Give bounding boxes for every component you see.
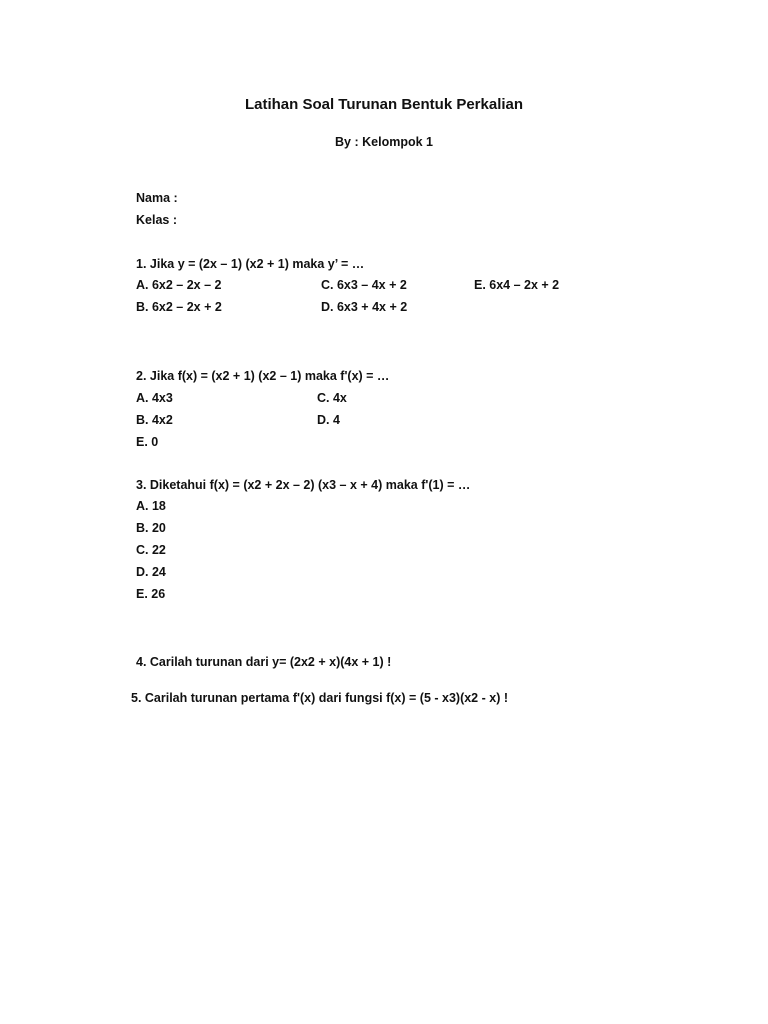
document-byline: By : Kelompok 1 <box>335 135 433 149</box>
question-1-option-b: B. 6x2 – 2x + 2 <box>136 300 222 314</box>
class-label: Kelas : <box>136 213 177 227</box>
question-4-text: 4. Carilah turunan dari y= (2x2 + x)(4x + 1) ! <box>136 655 392 669</box>
question-2-option-c: C. 4x <box>317 391 347 405</box>
question-3-option-e: E. 26 <box>136 587 166 601</box>
question-1-option-c: C. 6x3 – 4x + 2 <box>321 278 407 292</box>
document-title: Latihan Soal Turunan Bentuk Perkalian <box>244 96 524 113</box>
question-2-option-e: E. 0 <box>136 435 159 449</box>
question-2-option-d: D. 4 <box>317 413 340 427</box>
question-3-option-b: B. 20 <box>136 521 166 535</box>
question-1-text: 1. Jika y = (2x – 1) (x2 + 1) maka y’ = … <box>136 257 365 271</box>
question-3-option-c: C. 22 <box>136 543 166 557</box>
name-label: Nama : <box>136 191 178 205</box>
question-1-option-e: E. 6x4 – 2x + 2 <box>474 278 560 292</box>
question-3-option-a: A. 18 <box>136 499 166 513</box>
question-1-option-d: D. 6x3 + 4x + 2 <box>321 300 408 314</box>
question-2-text: 2. Jika f(x) = (x2 + 1) (x2 – 1) maka f'(x) = … <box>136 369 390 383</box>
question-3-option-d: D. 24 <box>136 565 166 579</box>
question-1-option-a: A. 6x2 – 2x – 2 <box>136 278 222 292</box>
question-2-option-b: B. 4x2 <box>136 413 173 427</box>
question-2-option-a: A. 4x3 <box>136 391 173 405</box>
question-5-text: 5. Carilah turunan pertama f'(x) dari fungsi f(x) = (5 - x3)(x2 - x) ! <box>131 691 508 705</box>
question-3-text: 3. Diketahui f(x) = (x2 + 2x – 2) (x3 – x + 4) maka f'(1) = … <box>136 478 471 492</box>
